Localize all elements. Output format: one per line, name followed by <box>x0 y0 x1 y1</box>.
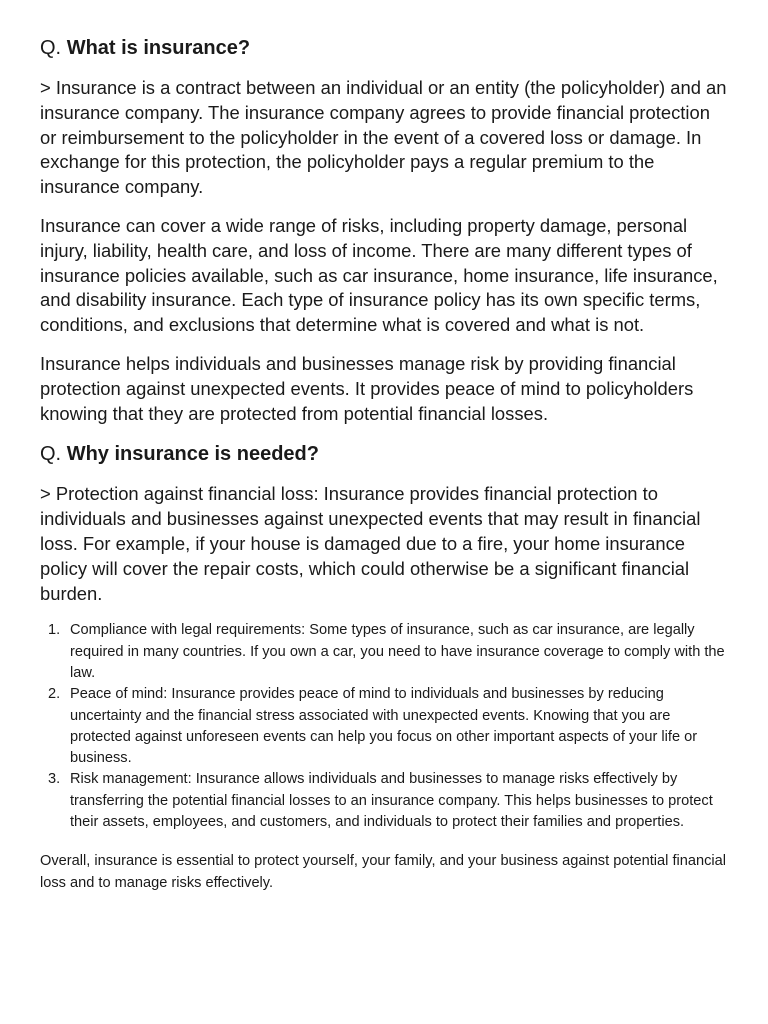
list-item-text: Compliance with legal requirements: Some types of insurance, such as car insurance, are legally required in many countries. If you own a car, you need to have insurance coverage to comply with the law. <box>70 622 725 681</box>
question-heading-what-is-insurance <box>40 34 728 62</box>
question-heading-why-insurance-needed <box>40 440 728 468</box>
list-item-number: 1. <box>48 622 61 639</box>
question-title: Why insurance is needed? <box>66 443 319 466</box>
list-item <box>40 620 728 684</box>
question-prefix: Q. <box>40 443 62 466</box>
list-item <box>40 684 728 769</box>
conclusion-paragraph: Overall, insurance is essential to protect yourself, your family, and your business against potential financial loss and to manage risks effectively. <box>40 853 726 891</box>
answer-intro-paragraph: > Protection against financial loss: Insurance provides financial protection to individuals and businesses against unexpected events that may result in financial loss. For example, if your house is damaged due to a fire, your home insurance policy will cover the repair costs, which could otherwise be a significant financial burden. <box>40 483 701 604</box>
reasons-list <box>40 620 728 833</box>
question-prefix: Q. <box>40 37 62 59</box>
list-item-number: 2. <box>48 686 61 703</box>
list-item-text: Risk management: Insurance allows individuals and businesses to manage risks effectively by transferring the potential financial losses to an insurance company. This helps businesses to protect their assets, employees, and customers, and individuals to protect their families and properties. <box>70 771 713 831</box>
list-item-text: Peace of mind: Insurance provides peace of mind to individuals and businesses by reducing uncertainty and the financial stress associated with unexpected events. Knowing that you are protected against unforeseen events can help you focus on other important aspects of your life or business. <box>70 686 698 767</box>
answer-paragraph-1: > Insurance is a contract between an individual or an entity (the policyholder) and an insurance company. The insurance company agrees to provide financial protection or reimbursement to the policyholder in the event of a covered loss or damage. In exchange for this protection, the policyholder pays a regular premium to the insurance company. <box>40 77 727 198</box>
list-item-number: 3. <box>48 771 61 788</box>
answer-paragraph-2: Insurance can cover a wide range of risks, including property damage, personal injury, liability, health care, and loss of income. There are many different types of insurance policies available, such as car insurance, home insurance, life insurance, and disability insurance. Each type of insurance policy has its own specific terms, conditions, and exclusions that determine what is covered and what is not. <box>40 214 718 336</box>
question-title: What is insurance? <box>66 37 251 59</box>
list-item <box>40 769 728 833</box>
answer-paragraph-3: Insurance helps individuals and businesses manage risk by providing financial protection against unexpected events. It provides peace of mind to policyholders knowing that they are protected from potential financial losses. <box>40 352 694 424</box>
